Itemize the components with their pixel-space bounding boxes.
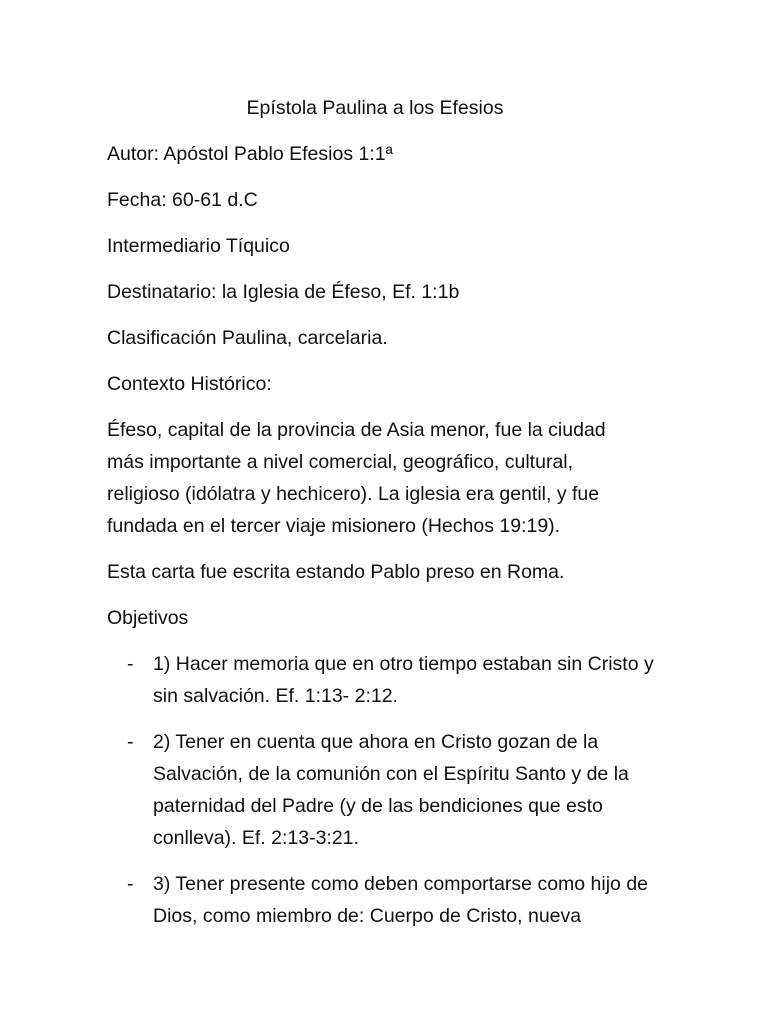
bullet-dash: - [127, 873, 134, 895]
objectives-list [107, 648, 667, 932]
bullet-dash: - [127, 731, 134, 753]
objective-text: 1) Hacer memoria que en otro tiempo estaban sin Cristo y sin salvación. Ef. 1:13- 2:12. [153, 653, 654, 707]
objective-text: 3) Tener presente como deben comportarse como hijo de Dios, como miembro de: Cuerpo de Cristo, nueva [153, 873, 649, 927]
list-item [107, 868, 673, 932]
bullet-dash: - [127, 653, 134, 675]
letter-note: Esta carta fue escrita estando Pablo preso en Roma. [107, 561, 565, 583]
document-body [107, 92, 667, 946]
author-line: Autor: Apóstol Pablo Efesios 1:1ª [107, 143, 393, 165]
context-heading: Contexto Histórico: [107, 373, 272, 395]
objectives-heading: Objetivos [107, 607, 189, 629]
document-title: Epístola Paulina a los Efesios [246, 97, 504, 119]
classification-line: Clasificación Paulina, carcelaria. [107, 327, 388, 349]
list-item [107, 648, 673, 712]
intermediary-line: Intermediario Tíquico [107, 235, 290, 257]
date-line: Fecha: 60-61 d.C [107, 189, 258, 211]
objective-text: 2) Tener en cuenta que ahora en Cristo gozan de la Salvación, de la comunión con el Espíritu Santo y de la paternidad del Padre (y de las bendiciones que esto conlleva). Ef. 2:13-3:21. [153, 731, 629, 849]
context-paragraph: Éfeso, capital de la provincia de Asia menor, fue la ciudad más importante a nivel comercial, geográfico, cultural, religioso (idólatra y hechicero). La iglesia era gentil, y fue fundada en el tercer viaje misionero (Hechos 19:19). [107, 419, 606, 537]
recipient-line: Destinatario: la Iglesia de Éfeso, Ef. 1:1b [107, 281, 460, 303]
list-item [107, 726, 673, 854]
